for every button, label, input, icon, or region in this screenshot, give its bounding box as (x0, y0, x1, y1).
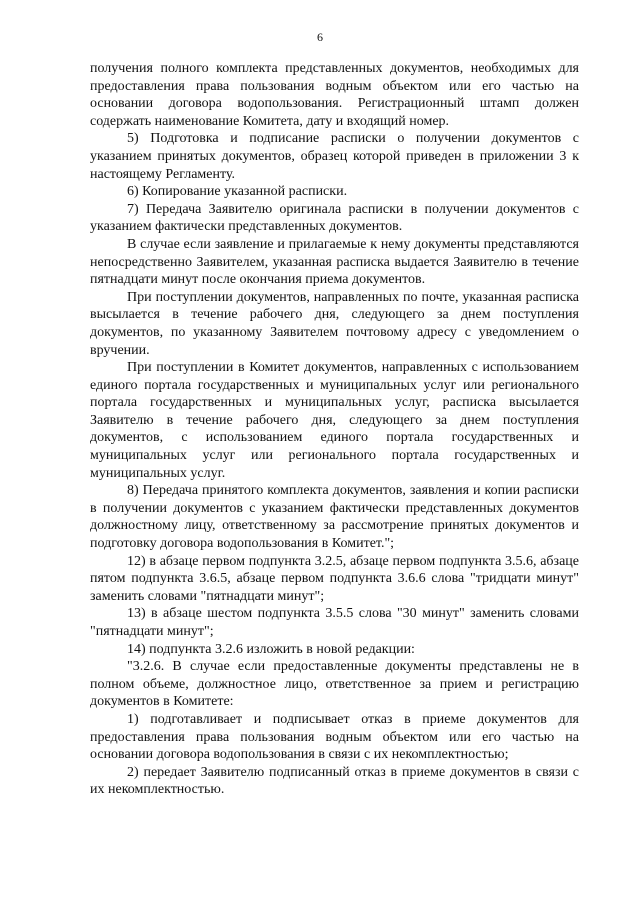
paragraph: 6) Копирование указанной расписки. (127, 184, 348, 200)
paragraph: 5) Подготовка и подписание расписки о получении документов с указанием принятых документов, образец которой приведен в приложении 3 к настоящему Регламенту. (90, 131, 579, 182)
paragraph: 7) Передача Заявителю оригинала расписки в получении документов с указанием фактически представленных документов. (90, 201, 579, 235)
paragraph: 14) подпункта 3.2.6 изложить в новой редакции: (127, 641, 415, 657)
paragraph: 1) подготавливает и подписывает отказ в приеме документов для предоставления права пользования водным объектом или его частью на основании договора водопользования в связи с их некомплектностью; (90, 711, 579, 763)
document-body (90, 60, 579, 799)
paragraph: При поступлении в Комитет документов, направленных с использованием единого портала государственных и муниципальных услуг или регионального портала государственных и муниципальных услуг, расписка высылается Заявителю в течение рабочего дня, следующего за днем поступления документов, с использованием единого портала государственных и муниципальных услуг или регионального портала государственных и муниципальных услуг. (90, 360, 579, 481)
paragraph: 12) в абзаце первом подпункта 3.2.5, абзаце первом подпункта 3.5.6, абзаце пятом подпункта 3.6.5, абзаце первом подпункта 3.6.6 слова "тридцати минут" заменить словами "пятнадцати минут"; (90, 553, 579, 604)
paragraph: "3.2.6. В случае если предоставленные документы представлены не в полном объеме, должностное лицо, ответственное за прием и регистрацию документов в Комитете: (90, 659, 579, 710)
page-number: 6 (317, 30, 323, 44)
paragraph: При поступлении документов, направленных по почте, указанная расписка высылается в течение рабочего дня, следующего за днем поступления документов, по указанному Заявителем почтовому адресу с уведомлением о вручении. (90, 289, 579, 358)
paragraph: получения полного комплекта представленных документов, необходимых для предоставления права пользования водным объектом или его частью на основании договора водопользования. Регистрационный штамп должен содержать наименование Комитета, дату и входящий номер. (90, 61, 579, 129)
paragraph: 8) Передача принятого комплекта документов, заявления и копии расписки в получении документов с указанием фактически представленных документов должностному лицу, ответственному за рассмотрение принятых документов и подготовку договора водопользования в Комитет."; (90, 483, 579, 552)
paragraph: 2) передает Заявителю подписанный отказ в приеме документов в связи с их некомплектностью. (90, 764, 579, 798)
paragraph: В случае если заявление и прилагаемые к нему документы представляются непосредственно Заявителем, указанная расписка выдается Заявителю в течение пятнадцати минут после окончания приема документов. (90, 236, 579, 288)
paragraph: 13) в абзаце шестом подпункта 3.5.5 слова "30 минут" заменить словами "пятнадцати минут"; (90, 606, 579, 639)
